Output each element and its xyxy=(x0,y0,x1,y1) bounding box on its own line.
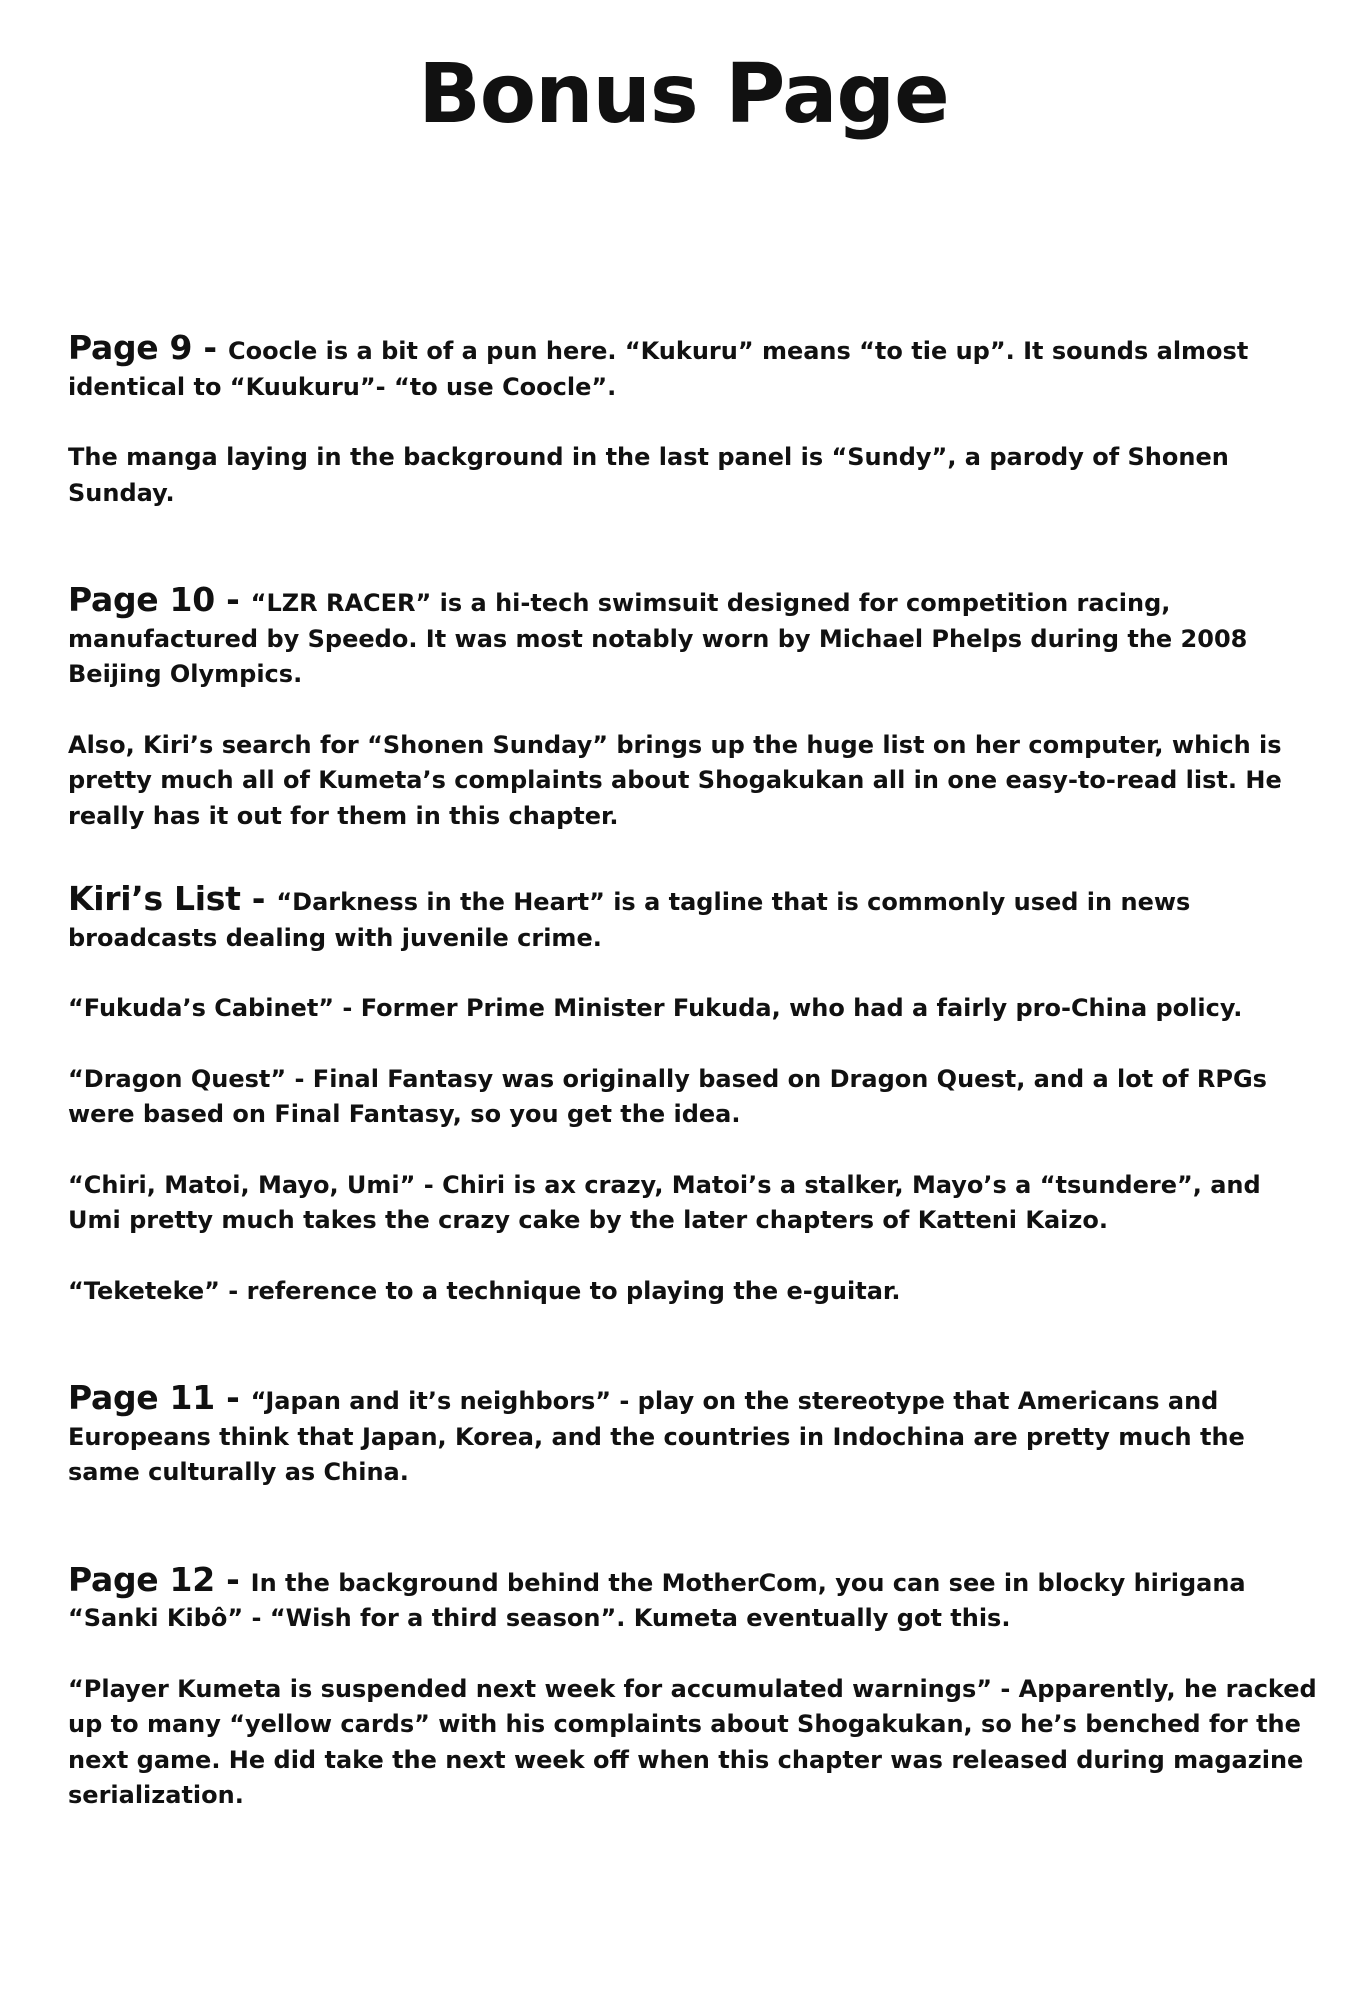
note-paragraph: Also, Kiri’s search for “Shonen Sunday” brings up the huge list on her computer, which is pretty much all of Kumeta’s complaints about Shogakukan all in one easy-to-read list. He really has it out for them in this chapter. xyxy=(68,730,1282,830)
note-heading: Page 12 - xyxy=(68,1559,251,1599)
note-paragraph: The manga laying in the background in the last panel is “Sundy”, a parody of Shonen Sunday. xyxy=(68,443,1229,507)
note-heading: Page 10 - xyxy=(68,580,251,619)
note-text: “Darkness in the Heart” is a tagline that is commonly used in news broadcasts dealing with juvenile crime. xyxy=(68,888,1191,952)
note-paragraph xyxy=(68,1559,1318,1637)
note-paragraph xyxy=(68,330,1318,405)
page-title: Bonus Page xyxy=(418,47,949,142)
note-paragraph: “Chiri, Matoi, Mayo, Umi” - Chiri is ax crazy, Matoi’s a stalker, Mayo’s a “tsundere”, and Umi pretty much takes the crazy cake by the later chapters of Katteni Kaizo. xyxy=(68,1170,1261,1234)
note-entry-kiris-list xyxy=(68,881,1318,1309)
note-entry-page-12 xyxy=(68,1559,1318,1814)
note-heading: Page 11 - xyxy=(68,1378,251,1417)
note-text: “Japan and it’s neighbors” - play on the stereotype that Americans and Europeans think that Japan, Korea, and the countries in Indochina are pretty much the same culturally as China. xyxy=(68,1387,1245,1486)
note-text: In the background behind the MotherCom, you can see in blocky hirigana “Sanki Kibô” - “Wish for a third season”. Kumeta eventually got this. xyxy=(68,1568,1246,1632)
note-entry-page-9 xyxy=(68,330,1318,511)
note-paragraph: “Fukuda’s Cabinet” - Former Prime Minister Fukuda, who had a fairly pro-China policy. xyxy=(68,994,1243,1022)
note-heading: Kiri’s List - xyxy=(68,879,277,918)
note-paragraph: “Player Kumeta is suspended next week for accumulated warnings” - Apparently, he racked up to many “yellow cards” with his complaints about Shogakukan, so he’s benched for the next game. He did take the next week off when this chapter was released during magazine serialization. xyxy=(68,1674,1317,1809)
notes-list xyxy=(68,330,1318,1814)
note-text: “LZR RACER” is a hi-tech swimsuit designed for competition racing, manufactured by Speedo. It was most notably worn by Michael Phelps during the 2008 Beijing Olympics. xyxy=(68,589,1248,688)
note-paragraph: “Dragon Quest” - Final Fantasy was originally based on Dragon Quest, and a lot of RPGs were based on Final Fantasy, so you get the idea. xyxy=(68,1064,1267,1128)
note-paragraph xyxy=(68,1380,1318,1491)
note-entry-page-11 xyxy=(68,1380,1318,1491)
note-paragraph xyxy=(68,881,1318,956)
note-text: Coocle is a bit of a pun here. “Kukuru” means “to tie up”. It sounds almost identical to “Kuukuru”- “to use Coocle”. xyxy=(68,337,1249,401)
note-heading: Page 9 - xyxy=(68,328,228,367)
note-paragraph: “Teketeke” - reference to a technique to playing the e-guitar. xyxy=(68,1276,901,1305)
note-entry-page-10 xyxy=(68,582,1318,834)
note-paragraph xyxy=(68,582,1318,693)
